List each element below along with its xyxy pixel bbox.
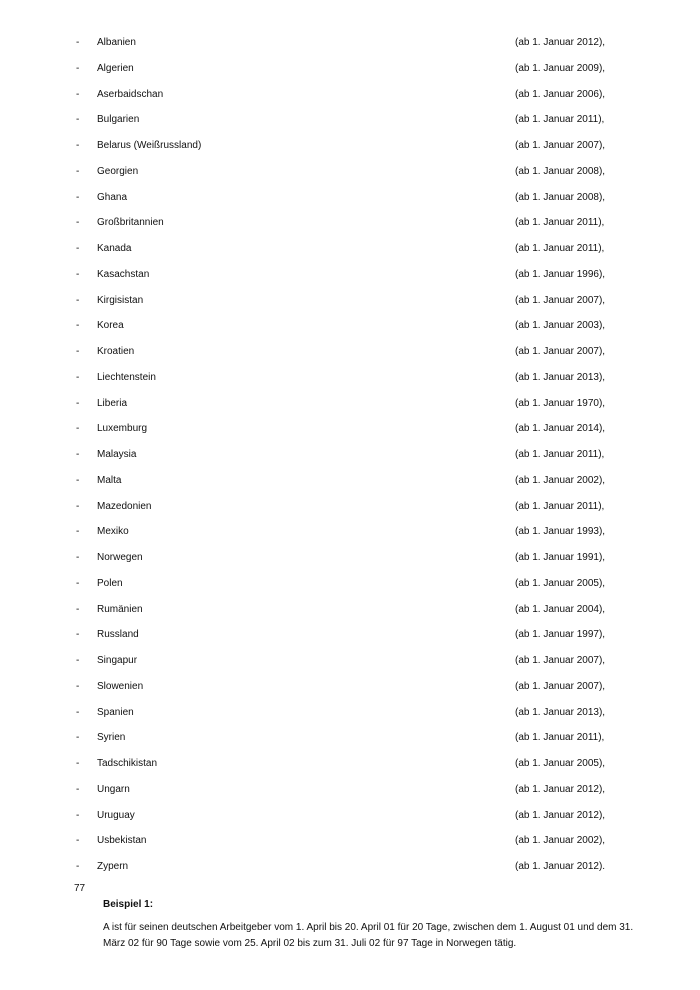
- list-bullet: -: [76, 655, 80, 666]
- effective-date: (ab 1. Januar 2012),: [515, 809, 606, 821]
- list-bullet: -: [76, 114, 80, 126]
- list-bullet: -: [76, 88, 80, 100]
- country-name: Mazedonien: [97, 500, 152, 512]
- country-name: Tadschikistan: [97, 758, 158, 769]
- list-item: [0, 471, 700, 497]
- effective-date: (ab 1. Januar 2005),: [515, 758, 606, 769]
- country-name: Kasachstan: [97, 268, 150, 280]
- list-bullet: -: [76, 243, 80, 254]
- list-bullet: -: [76, 603, 80, 615]
- country-name: Albanien: [97, 37, 136, 48]
- country-name: Malaysia: [97, 449, 137, 460]
- effective-date: (ab 1. Januar 2012),: [515, 37, 606, 48]
- list-item: [0, 291, 700, 317]
- list-item: [0, 239, 700, 265]
- country-name: Korea: [97, 320, 124, 332]
- list-bullet: -: [76, 397, 80, 409]
- country-name: Kanada: [97, 243, 132, 254]
- list-bullet: -: [76, 320, 80, 332]
- list-bullet: -: [76, 835, 80, 847]
- effective-date: (ab 1. Januar 2011),: [515, 114, 605, 126]
- list-bullet: -: [76, 423, 80, 435]
- effective-date: (ab 1. Januar 2013),: [515, 706, 606, 718]
- country-name: Algerien: [97, 62, 134, 74]
- effective-date: (ab 1. Januar 2008),: [515, 191, 606, 203]
- list-item: [0, 703, 700, 729]
- country-name: Kroatien: [97, 346, 135, 357]
- effective-date: (ab 1. Januar 2002),: [515, 474, 606, 486]
- list-item: [0, 574, 700, 600]
- country-name: Usbekistan: [97, 835, 147, 847]
- country-name: Norwegen: [97, 552, 143, 563]
- list-bullet: -: [76, 680, 80, 692]
- list-item: [0, 213, 700, 239]
- list-item: [0, 831, 700, 857]
- list-item: [0, 677, 700, 703]
- country-name: Liberia: [97, 397, 128, 409]
- effective-date: (ab 1. Januar 1996),: [515, 268, 606, 280]
- effective-date: (ab 1. Januar 2011),: [515, 243, 605, 254]
- list-item: [0, 754, 700, 780]
- list-bullet: -: [76, 346, 80, 357]
- effective-date: (ab 1. Januar 1997),: [515, 629, 606, 641]
- effective-date: (ab 1. Januar 2014),: [515, 423, 606, 435]
- list-item: [0, 136, 700, 162]
- country-name: Zypern: [97, 861, 129, 872]
- list-bullet: -: [76, 706, 80, 718]
- country-name: Bulgarien: [97, 114, 140, 126]
- country-name: Belarus (Weißrussland): [97, 140, 202, 151]
- effective-date: (ab 1. Januar 2012),: [515, 783, 606, 795]
- effective-date: (ab 1. Januar 1993),: [515, 526, 606, 538]
- effective-date: (ab 1. Januar 2007),: [515, 655, 606, 666]
- country-list: [0, 33, 700, 883]
- country-name: Mexiko: [97, 526, 129, 538]
- list-bullet: -: [76, 191, 80, 203]
- margin-number: 77: [74, 883, 86, 894]
- effective-date: (ab 1. Januar 2011),: [515, 500, 605, 512]
- list-bullet: -: [76, 552, 80, 563]
- country-name: Ghana: [97, 191, 128, 203]
- country-name: Aserbaidschan: [97, 88, 164, 100]
- list-item: [0, 497, 700, 523]
- country-name: Luxemburg: [97, 423, 148, 435]
- effective-date: (ab 1. Januar 2011),: [515, 449, 605, 460]
- example-title: Beispiel 1:: [103, 899, 154, 910]
- effective-date: (ab 1. Januar 2004),: [515, 603, 606, 615]
- effective-date: (ab 1. Januar 2007),: [515, 346, 606, 357]
- example-text: A ist für seinen deutschen Arbeitgeber vom 1. April bis 20. April 01 für 20 Tage, zwischen dem 1. August 01 und dem 31. März 02 für 90 Tage sowie vom 25. April 02 bis zum 31. Juli 02 für 97 Tage in Norwegen tätig.: [103, 922, 634, 949]
- country-name: Singapur: [97, 655, 138, 666]
- effective-date: (ab 1. Januar 2006),: [515, 88, 606, 100]
- effective-date: (ab 1. Januar 1970),: [515, 397, 606, 409]
- country-name: Rumänien: [97, 603, 143, 615]
- effective-date: (ab 1. Januar 2008),: [515, 165, 606, 177]
- list-bullet: -: [76, 474, 80, 486]
- list-item: [0, 162, 700, 188]
- list-bullet: -: [76, 577, 80, 589]
- effective-date: (ab 1. Januar 2009),: [515, 62, 606, 74]
- list-item: [0, 59, 700, 85]
- list-bullet: -: [76, 629, 80, 641]
- list-item: [0, 342, 700, 368]
- list-bullet: -: [76, 449, 80, 460]
- list-item: [0, 548, 700, 574]
- list-item: [0, 625, 700, 651]
- effective-date: (ab 1. Januar 2013),: [515, 371, 606, 383]
- list-bullet: -: [76, 861, 80, 872]
- effective-date: (ab 1. Januar 2007),: [515, 140, 606, 151]
- country-name: Georgien: [97, 165, 139, 177]
- country-name: Kirgisistan: [97, 294, 144, 306]
- country-name: Uruguay: [97, 809, 135, 821]
- effective-date: (ab 1. Januar 1991),: [515, 552, 606, 563]
- country-name: Slowenien: [97, 680, 144, 692]
- country-name: Malta: [97, 474, 122, 486]
- country-name: Ungarn: [97, 783, 130, 795]
- list-item: [0, 368, 700, 394]
- list-item: [0, 806, 700, 832]
- list-bullet: -: [76, 294, 80, 306]
- list-item: [0, 445, 700, 471]
- effective-date: (ab 1. Januar 2003),: [515, 320, 606, 332]
- list-item: [0, 316, 700, 342]
- list-bullet: -: [76, 140, 80, 151]
- effective-date: (ab 1. Januar 2007),: [515, 680, 606, 692]
- effective-date: (ab 1. Januar 2011),: [515, 217, 605, 229]
- list-item: [0, 110, 700, 136]
- list-bullet: -: [76, 500, 80, 512]
- list-item: [0, 522, 700, 548]
- list-bullet: -: [76, 526, 80, 538]
- effective-date: (ab 1. Januar 2011),: [515, 732, 605, 744]
- country-name: Syrien: [97, 732, 126, 744]
- list-bullet: -: [76, 371, 80, 383]
- list-bullet: -: [76, 165, 80, 177]
- list-item: [0, 85, 700, 111]
- list-item: [0, 265, 700, 291]
- effective-date: (ab 1. Januar 2002),: [515, 835, 606, 847]
- list-item: [0, 728, 700, 754]
- country-name: Polen: [97, 577, 123, 589]
- list-bullet: -: [76, 758, 80, 769]
- list-item: [0, 394, 700, 420]
- country-name: Großbritannien: [97, 217, 164, 229]
- effective-date: (ab 1. Januar 2012).: [515, 861, 606, 872]
- list-item: [0, 188, 700, 214]
- list-bullet: -: [76, 268, 80, 280]
- list-bullet: -: [76, 732, 80, 744]
- list-bullet: -: [76, 809, 80, 821]
- list-bullet: -: [76, 62, 80, 74]
- effective-date: (ab 1. Januar 2005),: [515, 577, 606, 589]
- list-bullet: -: [76, 37, 80, 48]
- list-item: [0, 780, 700, 806]
- country-name: Spanien: [97, 706, 134, 718]
- list-item: [0, 33, 700, 59]
- effective-date: (ab 1. Januar 2007),: [515, 294, 606, 306]
- list-bullet: -: [76, 217, 80, 229]
- list-item: [0, 419, 700, 445]
- list-bullet: -: [76, 783, 80, 795]
- list-item: [0, 651, 700, 677]
- example-block: [103, 898, 638, 952]
- list-item: [0, 857, 700, 883]
- country-name: Liechtenstein: [97, 371, 156, 383]
- list-item: [0, 600, 700, 626]
- country-name: Russland: [97, 629, 139, 641]
